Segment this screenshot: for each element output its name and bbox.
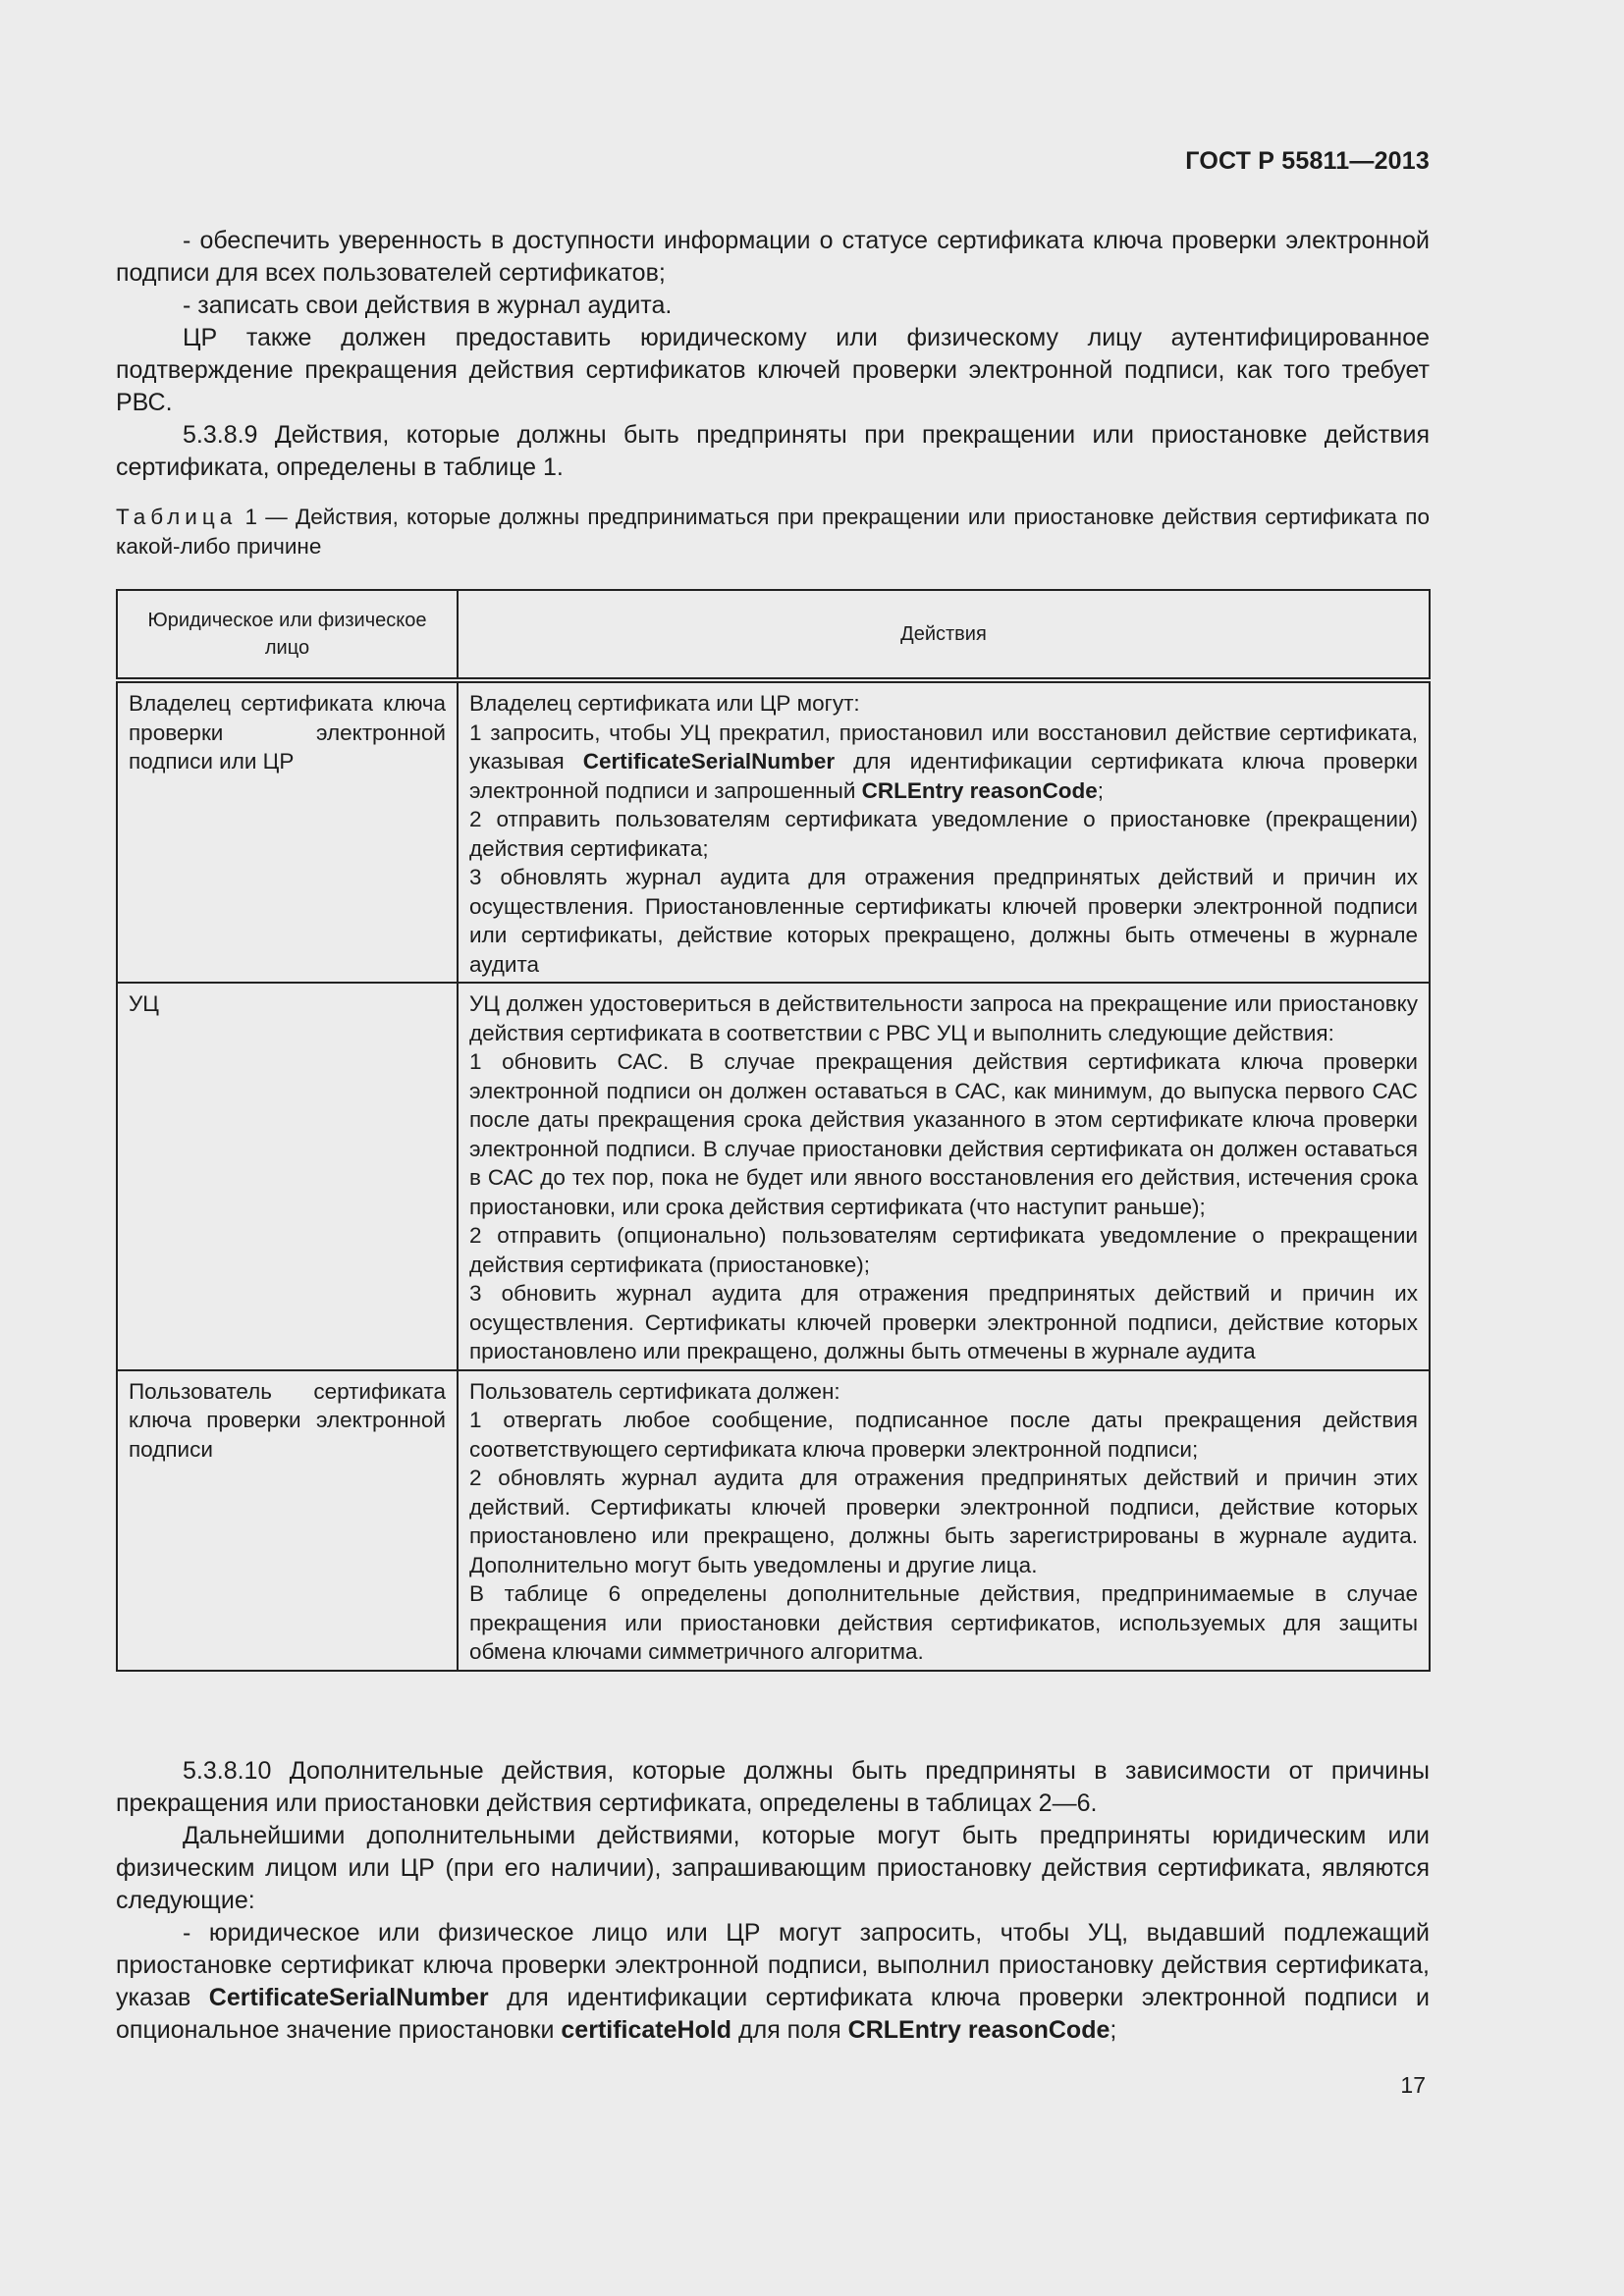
term-crlentry-reasoncode: CRLEntry reasonCode — [847, 2016, 1110, 2044]
table-header-row — [117, 590, 1430, 680]
party-cell: Пользователь сертификата ключа проверки электронной подписи — [117, 1370, 458, 1671]
action-line: 3 обновить журнал аудита для отражения предпринятых действий и причин их осуществления. Сертификаты ключей проверки электронной подписи, действие которых приостановлено или прекращено, должны быть отмечены в журнале аудита — [469, 1281, 1418, 1363]
actions-cell — [458, 1370, 1430, 1671]
closing-paragraphs — [116, 1755, 1430, 2047]
paragraph: 5.3.8.9 Действия, которые должны быть предприняты при прекращении или приостановке действия сертификата, определены в таблице 1. — [116, 421, 1430, 481]
page-number: 17 — [1400, 2072, 1426, 2098]
paragraph: 5.3.8.10 Дополнительные действия, которые должны быть предприняты в зависимости от причины прекращения или приостановки действия сертификата, определены в таблицах 2—6. — [116, 1757, 1430, 1817]
term-certificate-hold: certificateHold — [561, 2016, 732, 2044]
term-certificate-serial-number: CertificateSerialNumber — [208, 1984, 489, 2011]
action-line: 1 обновить САС. В случае прекращения действия сертификата ключа проверки электронной подписи он должен оставаться в САС, как минимум, до выпуска первого САС после даты прекращения срока действия указанного в этом сертификате ключа проверки электронной подписи. В случае приостановки действия сертификата он должен оставаться в САС до тех пор, пока не будет или явного восстановления его действия, истечения срока приостановки, или срока действия сертификата (что наступит раньше); — [469, 1049, 1418, 1219]
paragraph: ЦР также должен предоставить юридическому или физическому лицу аутентифицированное подтверждение прекращения действия сертификатов ключей проверки электронной подписи, как того требует РВС. — [116, 324, 1430, 416]
action-line: 3 обновлять журнал аудита для отражения предпринятых действий и причин их осуществления. Приостановленные сертификаты ключей проверки электронной подписи или сертификаты, действие которых прекращено, должны быть отмечены в журнале аудита — [469, 865, 1418, 977]
document-header: ГОСТ Р 55811—2013 — [1185, 147, 1430, 175]
paragraph: - обеспечить уверенность в доступности информации о статусе сертификата ключа проверки электронной подписи для всех пользователей сертификатов; — [116, 227, 1430, 287]
table-caption-text: — Действия, которые должны предприниматься при прекращении или приостановке действия сертификата по какой-либо причине — [116, 505, 1430, 559]
table-caption-label: Таблица — [116, 505, 238, 529]
action-line: 2 обновлять журнал аудита для отражения предпринятых действий и причин этих действий. Сертификаты ключей проверки электронной подписи, действие которых приостановлено или прекращено, должны быть зарегистрированы в журнале аудита. Дополнительно могут быть уведомлены и другие лица. — [469, 1466, 1418, 1577]
action-line: 1 запросить, чтобы УЦ прекратил, приостановил или восстановил действие сертификата, указывая CertificateSerialNumber для идентификации сертификата ключа проверки электронной подписи и запрошенный CRLEntry reasonCode; — [469, 720, 1418, 803]
text-run: ; — [1110, 2016, 1117, 2044]
text-run: для поля — [731, 2016, 848, 2044]
header-party: Юридическое или физическое лицо — [117, 590, 458, 680]
table-caption-number: 1 — [244, 505, 257, 529]
table-row — [117, 983, 1430, 1370]
paragraph-last — [116, 1917, 1430, 2047]
action-line: 2 отправить пользователям сертификата уведомление о приостановке (прекращении) действия сертификата; — [469, 807, 1418, 861]
paragraph: Дальнейшими дополнительными действиями, которые могут быть предприняты юридическим или физическим лицом или ЦР (при его наличии), запрашивающим приостановку действия сертификата, являются следующие: — [116, 1822, 1430, 1914]
table-caption — [116, 503, 1430, 561]
action-line: Пользователь сертификата должен: — [469, 1378, 840, 1404]
text-run: - юридическое или физическое лицо или ЦР могут запросить, чтобы УЦ, выдавший подлежащий приостановке сертификат ключа проверки электронной подписи, выполнил приостановку действия сертификата, указав — [116, 1919, 1430, 2011]
intro-paragraphs — [116, 225, 1430, 484]
table-row — [117, 680, 1430, 983]
action-line: В таблице 6 определены дополнительные действия, предпринимаемые в случае прекращения или приостановки действия сертификатов, используемых для защиты обмена ключами симметричного алгоритма. — [469, 1581, 1418, 1664]
party-cell: Владелец сертификата ключа проверки электронной подписи или ЦР — [117, 680, 458, 983]
action-line: УЦ должен удостовериться в действительности запроса на прекращение или приостановку действия сертификата в соответствии с РВС УЦ и выполнить следующие действия: — [469, 991, 1418, 1045]
action-line: Владелец сертификата или ЦР могут: — [469, 691, 860, 716]
table-row — [117, 1370, 1430, 1671]
actions-table — [116, 589, 1431, 1672]
party-cell: УЦ — [117, 983, 458, 1370]
header-actions: Действия — [458, 590, 1430, 680]
actions-cell — [458, 680, 1430, 983]
text-run: для идентификации сертификата ключа проверки электронной подписи и опциональное значение приостановки — [116, 1984, 1431, 2044]
paragraph: - записать свои действия в журнал аудита. — [183, 292, 673, 319]
actions-cell — [458, 983, 1430, 1370]
action-line: 2 отправить (опционально) пользователям сертификата уведомление о прекращении действия сертификата (приостановке); — [469, 1223, 1418, 1277]
action-line: 1 отвергать любое сообщение, подписанное после даты прекращения действия соответствующего сертификата ключа проверки электронной подписи; — [469, 1408, 1418, 1462]
